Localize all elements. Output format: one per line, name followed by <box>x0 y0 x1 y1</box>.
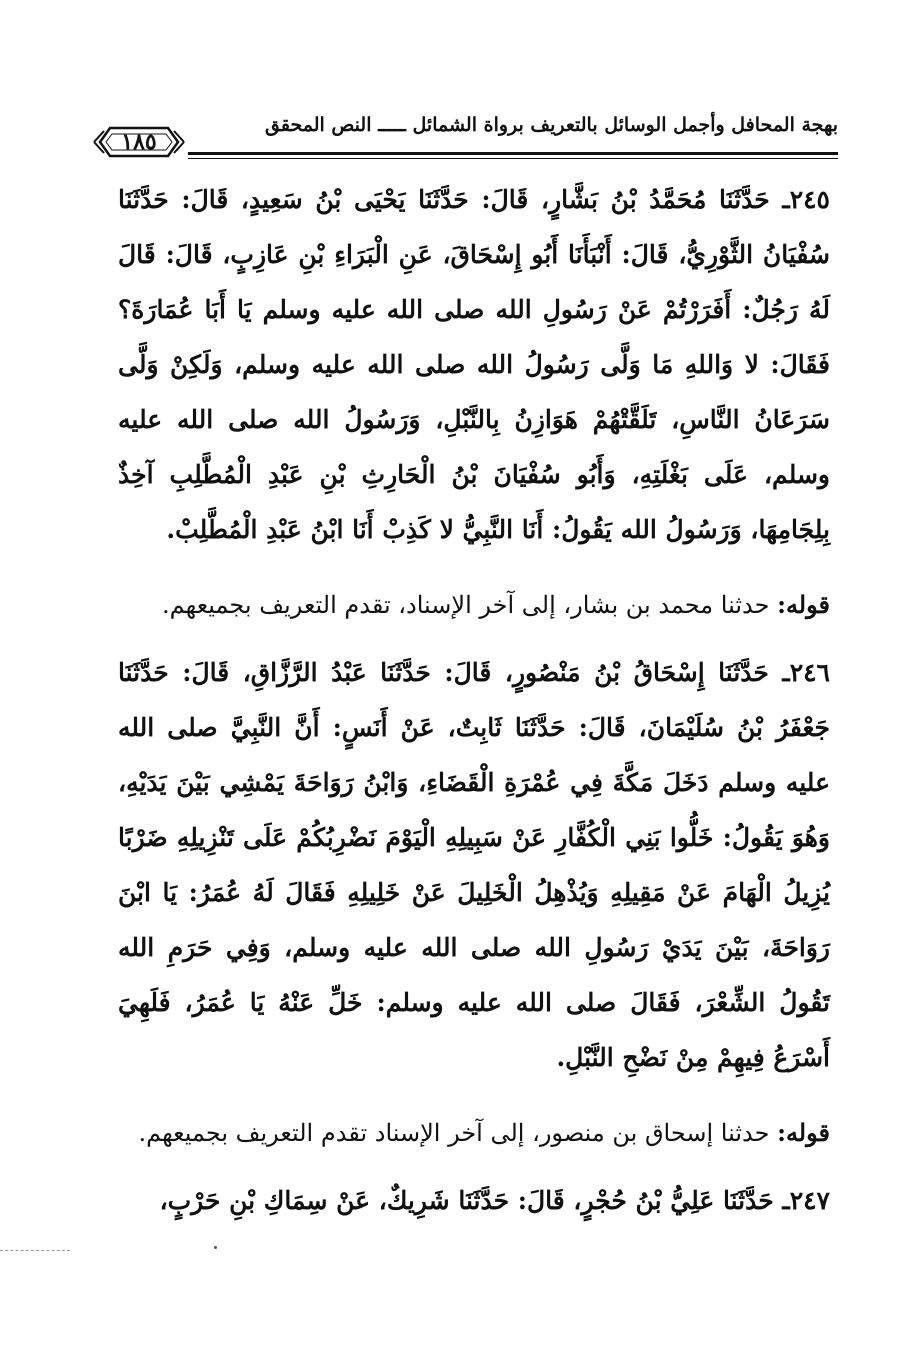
commentary-246 <box>118 1103 830 1163</box>
running-header <box>92 108 838 160</box>
page-number-badge <box>92 122 186 162</box>
page-number: ١٨٥ <box>121 129 157 155</box>
commentary-lead: قوله: <box>777 1118 830 1147</box>
hadith-number: ٢٤٥ <box>789 185 830 214</box>
hadith-245 <box>118 172 830 557</box>
scan-artifact-line <box>0 1250 70 1252</box>
hadith-text: ـ حَدَّثَنَا مُحَمَّدُ بْنُ بَشَّارٍ، قَالَ: حَدَّثَنَا يَحْيَى بْنُ سَعِيدٍ، قَالَ: حَدَّثَنَا سُفْيَانُ الثَّوْرِيُّ، قَالَ: أَنْبَأَنَا أَبُو إِسْحَاقَ، عَنِ الْبَرَاءِ بْنِ عَازِبٍ، قَالَ: قَالَ لَهُ رَجُلٌ: أَفَرَرْتُمْ عَنْ رَسُولِ الله صلى الله عليه وسلم يَا أَبَا عُمَارَةَ؟ فَقَالَ: لا وَاللهِ مَا وَلَّى رَسُولُ الله صلى الله عليه وسلم، وَلَكِنْ وَلَّى سَرَعَانُ النَّاسِ، تَلَقَّتْهُمْ هَوَازِنُ بِالنَّبْلِ، وَرَسُولُ الله صلى الله عليه وسلم، عَلَى بَغْلَتِهِ، وَأَبُو سُفْيَانَ بْنُ الْحَارِثِ بْنِ عَبْدِ الْمُطَّلِبِ آخِذٌ بِلِجَامِهَا، وَرَسُولُ الله يَقُولُ: أَنَا النَّبِيُّ لا كَذِبْ أَنَا ابْنُ عَبْدِ الْمُطَّلِبْ. <box>118 185 830 544</box>
page-body <box>118 172 830 1228</box>
commentary-text: حدثنا محمد بن بشار، إلى آخر الإسناد، تقدم التعريف بجميعهم. <box>162 591 778 619</box>
commentary-lead: قوله: <box>777 590 830 619</box>
header-rule <box>188 152 838 155</box>
hadith-247 <box>118 1173 830 1228</box>
hadith-text: ـ حَدَّثَنَا عَلِيُّ بْنُ حُجْرٍ، قَالَ: حَدَّثَنَا شَرِيكٌ، عَنْ سِمَاكِ بْنِ حَرْبٍ، <box>159 1186 790 1215</box>
commentary-text: حدثنا إسحاق بن منصور، إلى آخر الإسناد تقدم التعريف بجميعهم. <box>138 1119 778 1147</box>
hadith-number: ٢٤٧ <box>789 1186 830 1215</box>
hadith-text: ـ حَدَّثَنَا إِسْحَاقُ بْنُ مَنْصُورٍ، قَالَ: حَدَّثَنَا عَبْدُ الرَّزَّاقِ، قَالَ: حَدَّثَنَا جَعْفَرُ بْنُ سُلَيْمَانَ، قَالَ: حَدَّثَنَا ثَابِتٌ، عَنْ أَنَسٍ: أَنَّ النَّبِيَّ صلى الله عليه وسلم دَخَلَ مَكَّةَ فِي عُمْرَةِ الْقَضَاءِ، وَابْنُ رَوَاحَةَ يَمْشِي بَيْنَ يَدَيْهِ، وَهُوَ يَقُولُ: خَلُّوا بَنِي الْكُفَّارِ عَنْ سَبِيلِهِ الْيَوْمَ نَضْرِبُكُمْ عَلَى تَنْزِيلِهِ ضَرْبًا يُزِيلُ الْهَامَ عَنْ مَقِيلِهِ وَيُذْهِلُ الْخَلِيلَ عَنْ خَلِيلِهِ فَقَالَ لَهُ عُمَرُ: يَا ابْنَ رَوَاحَةَ، بَيْنَ يَدَيْ رَسُولِ الله صلى الله عليه وسلم، وَفِي حَرَمِ الله تَقُولُ الشِّعْرَ، فَقَالَ صلى الله عليه وسلم: خَلِّ عَنْهُ يَا عُمَرُ، فَلَهِيَ أَسْرَعُ فِيهِمْ مِنْ نَضْحِ النَّبْلِ. <box>118 658 830 1072</box>
commentary-245 <box>118 575 830 635</box>
scan-artifact-dot <box>214 1246 217 1249</box>
header-rule-thin <box>188 158 838 159</box>
hadith-number: ٢٤٦ <box>789 658 830 687</box>
hadith-246 <box>118 645 830 1085</box>
running-header-title: بهجة المحافل وأجمل الوسائل بالتعريف برواة الشمائل ـــــ النص المحقق <box>265 114 838 136</box>
